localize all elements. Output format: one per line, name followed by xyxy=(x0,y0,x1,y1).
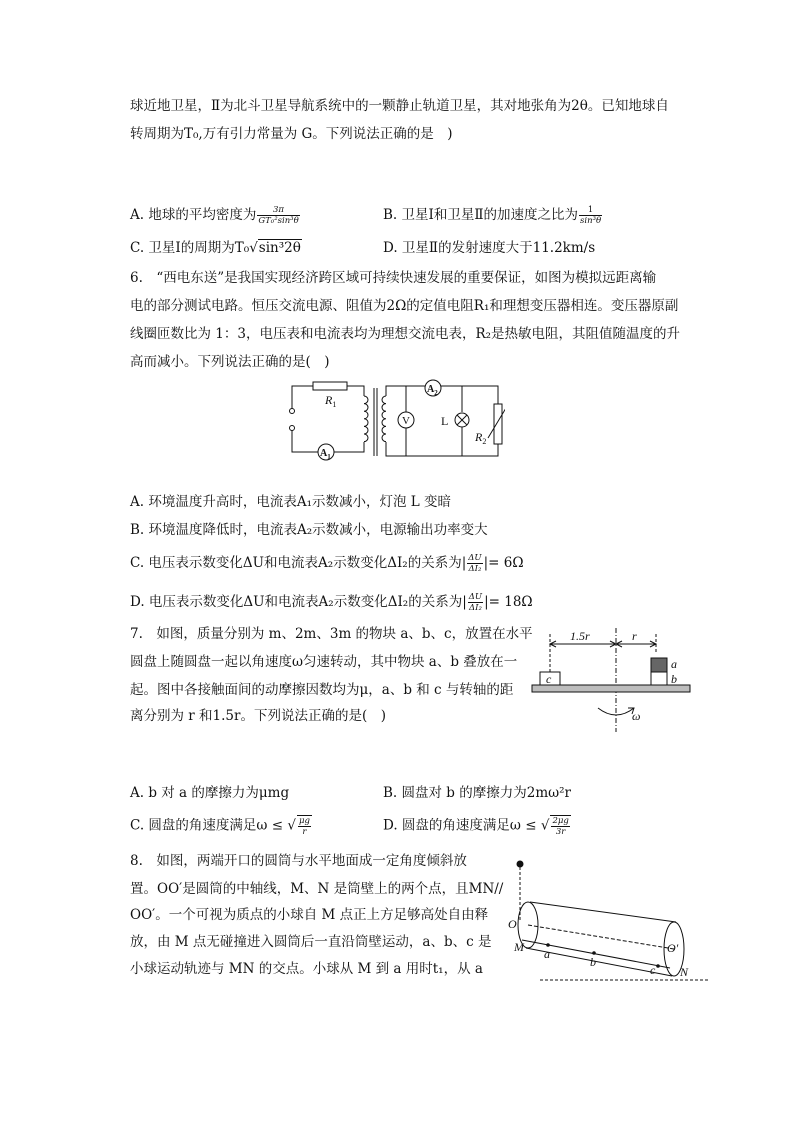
q6-option-d-fraction xyxy=(468,592,483,613)
label-r2: $R_2$ xyxy=(475,430,487,446)
q7-stem-line-4: 离分别为 r 和1.5r。下列说法正确的是( ) xyxy=(130,708,386,724)
fraction-denominator: ΔI₂ xyxy=(468,564,482,574)
source-terminal-top xyxy=(290,409,295,414)
q7-option-a: A. b 对 a 的摩擦力为μmg xyxy=(130,785,290,801)
label-o-prime: O′ xyxy=(667,941,679,955)
block-b xyxy=(651,672,667,685)
q5-option-b-fraction xyxy=(579,205,602,226)
q6-stem-line-2: 电的部分测试电路。恒压交流电源、阻值为2Ω的定值电阻R₁和理想变压器相连。变压器原副 xyxy=(130,298,679,314)
fraction-numerator: 1 xyxy=(579,205,602,216)
q5-option-c-text: C. 卫星Ⅰ的周期为T₀ xyxy=(130,240,250,256)
q5-stem-line-2: 转周期为T₀,万有引力常量为 G。下列说法正确的是 ) xyxy=(130,126,453,142)
q7-stem-line-1: 7. 如图，质量分别为 m、2m、3m 的物块 a、b、c，放置在水平 xyxy=(130,626,533,642)
label-m: M xyxy=(514,940,524,954)
q7-option-b: B. 圆盘对 b 的摩擦力为2mω²r xyxy=(383,785,571,801)
label-l: L xyxy=(441,414,449,428)
sqrt-sign: √ xyxy=(540,817,550,834)
q5-option-c-radicand: sin³2θ xyxy=(258,240,301,256)
label-a1: $A_1$ xyxy=(320,448,331,461)
fraction-denominator: r xyxy=(302,827,307,837)
sqrt-sign: √ xyxy=(249,240,258,256)
q6-option-c xyxy=(130,553,524,574)
q7-option-c-fraction xyxy=(297,815,312,837)
q7-option-c-text: C. 圆盘的角速度满足ω ≤ xyxy=(130,817,288,834)
ball xyxy=(517,861,523,867)
q5-option-a-fraction xyxy=(257,205,299,226)
q5-option-a-text: A. 地球的平均密度为 xyxy=(130,207,257,223)
label-o: O xyxy=(508,917,517,931)
block-a xyxy=(651,658,667,672)
q6-option-d-text: D. 电压表示数变化ΔU和电流表A₂示数变化ΔI₂的关系为 xyxy=(130,594,463,610)
sqrt-sign: √ xyxy=(287,817,296,834)
label-omega: ω xyxy=(632,709,641,723)
q5-option-a xyxy=(130,205,301,226)
label-r1: $R_1$ xyxy=(325,393,337,409)
fraction-denominator: ΔI₂ xyxy=(468,603,482,613)
label-v: V xyxy=(402,415,410,427)
q8-stem-line-3: OO′。一个可视为质点的小球自 M 点正上方足够高处自由释 xyxy=(130,907,489,923)
q8-stem-line-2: 置。OO′是圆筒的中轴线，M、N 是筒壁上的两个点，且MN// xyxy=(130,881,504,897)
label-1-5r: 1.5r xyxy=(570,629,590,643)
fraction-denominator: sin³θ xyxy=(580,216,602,226)
label-r: r xyxy=(632,629,637,643)
q6-stem-line-3: 线圈匝数比为 1：3，电压表和电流表均为理想交流电表，R₂是热敏电阻，其阻值随温度的升 xyxy=(130,326,681,342)
abs-bar: | xyxy=(484,594,489,610)
label-a: a xyxy=(544,947,550,961)
q7-option-d-text: D. 圆盘的角速度满足ω ≤ xyxy=(383,817,541,834)
q6-circuit-diagram xyxy=(280,378,505,468)
q8-stem-line-5: 小球运动轨迹与 MN 的交点。小球从 M 到 a 用时t₁，从 a xyxy=(130,961,483,977)
fraction-denominator: 3r xyxy=(555,827,566,837)
label-c: c xyxy=(650,963,656,977)
fraction-numerator: μg xyxy=(298,816,310,826)
label-a2: $A_2$ xyxy=(427,384,438,397)
disc xyxy=(532,685,690,692)
q5-option-d: D. 卫星Ⅱ的发射速度大于11.2km/s xyxy=(383,240,596,256)
q6-option-c-fraction xyxy=(467,553,482,574)
q8-tilted-cylinder-diagram xyxy=(500,852,710,992)
q5-option-b xyxy=(383,205,603,226)
q6-option-b: B. 环境温度降低时，电流表A₂示数减小，电源输出功率变大 xyxy=(130,522,488,538)
q6-stem-line-1: 6. “西电东送”是我国实现经济跨区域可持续快速发展的重要保证，如图为模拟远距离输 xyxy=(130,270,657,286)
q8-stem-line-1: 8. 如图，两端开口的圆筒与水平地面成一定角度倾斜放 xyxy=(130,853,467,869)
label-n: N xyxy=(680,965,689,979)
point-c xyxy=(656,964,660,968)
secondary-coil xyxy=(382,396,386,442)
fraction-numerator: 3π xyxy=(257,205,299,216)
q7-stem-line-2: 圆盘上随圆盘一起以角速度ω匀速转动，其中物块 a、b 叠放在一 xyxy=(130,654,518,670)
q6-option-a: A. 环境温度升高时，电流表A₁示数减小，灯泡 L 变暗 xyxy=(130,494,452,510)
q6-option-d xyxy=(130,592,533,613)
source-terminal-bottom xyxy=(290,426,295,431)
fraction-numerator: ΔU xyxy=(468,592,483,602)
abs-bar: | xyxy=(461,555,467,571)
resistor-r1 xyxy=(313,382,347,390)
q6-option-d-value: = 18Ω xyxy=(488,594,533,610)
abs-bar: | xyxy=(462,594,467,610)
q5-stem-line-1: 球近地卫星，Ⅱ为北斗卫星导航系统中的一颗静止轨道卫星，其对地张角为2θ。已知地球自 xyxy=(130,98,669,114)
q6-stem-line-4: 高而减小。下列说法正确的是( ) xyxy=(130,354,330,370)
q7-option-c xyxy=(130,815,313,837)
q7-option-d xyxy=(383,815,572,837)
q6-option-c-value: = 6Ω xyxy=(488,555,524,571)
fraction-numerator: 2μg xyxy=(552,816,569,826)
q8-stem-line-4: 放，由 M 点无碰撞进入圆筒后一直沿筒壁运动，a、b、c 是 xyxy=(130,934,492,950)
q7-stem-line-3: 起。图中各接触面间的动摩擦因数均为μ，a、b 和 c 与转轴的距 xyxy=(130,682,514,698)
label-a: a xyxy=(671,657,677,671)
fraction-numerator: ΔU xyxy=(468,553,482,563)
label-b: b xyxy=(671,672,677,686)
q6-option-c-text: C. 电压表示数变化ΔU和电流表A₂示数变化ΔI₂的关系为 xyxy=(130,555,462,571)
label-c: c xyxy=(546,672,552,686)
cylinder-top-edge xyxy=(530,902,676,922)
q5-option-b-text: B. 卫星Ⅰ和卫星Ⅱ的加速度之比为 xyxy=(383,207,579,223)
abs-bar: | xyxy=(483,555,489,571)
q7-option-d-fraction xyxy=(550,815,570,837)
q7-rotating-disc-diagram xyxy=(528,624,698,734)
thermistor-r2 xyxy=(494,404,502,444)
q5-option-c xyxy=(130,238,302,258)
primary-coil xyxy=(364,396,368,442)
fraction-denominator: GT₀²sin³θ xyxy=(258,216,299,226)
label-b: b xyxy=(590,955,596,969)
